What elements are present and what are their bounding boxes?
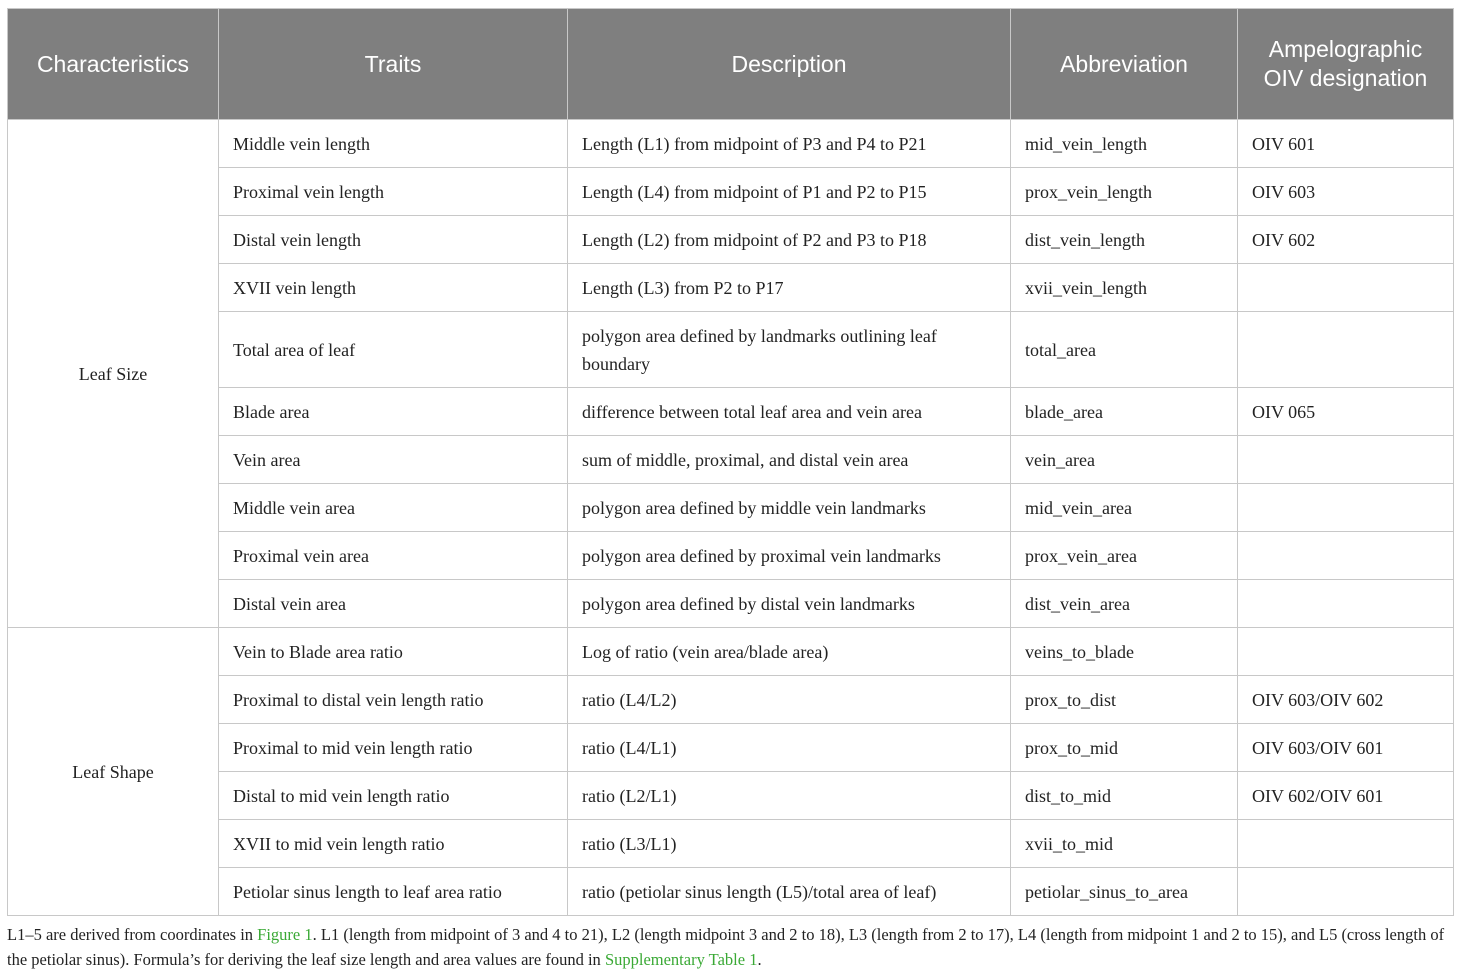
abbreviation-cell: prox_to_mid	[1011, 724, 1238, 772]
trait-cell: Middle vein length	[219, 120, 568, 168]
group-leaf-size: Leaf Size	[8, 120, 219, 628]
oiv-cell: OIV 065	[1238, 388, 1454, 436]
trait-cell: Proximal to mid vein length ratio	[219, 724, 568, 772]
abbreviation-cell: veins_to_blade	[1011, 628, 1238, 676]
description-cell: polygon area defined by landmarks outlining leaf boundary	[568, 312, 1011, 388]
abbreviation-cell: blade_area	[1011, 388, 1238, 436]
oiv-cell	[1238, 312, 1454, 388]
trait-cell: Distal vein length	[219, 216, 568, 264]
trait-cell: Proximal vein length	[219, 168, 568, 216]
description-cell: Length (L3) from P2 to P17	[568, 264, 1011, 312]
table-row	[8, 120, 1454, 168]
trait-cell: Total area of leaf	[219, 312, 568, 388]
description-cell: difference between total leaf area and vein area	[568, 388, 1011, 436]
description-cell: polygon area defined by middle vein landmarks	[568, 484, 1011, 532]
table-row	[8, 168, 1454, 216]
table-row	[8, 216, 1454, 264]
supplementary-table-link[interactable]: Supplementary Table 1	[604, 950, 758, 969]
description-cell: ratio (petiolar sinus length (L5)/total area of leaf)	[568, 868, 1011, 916]
abbreviation-cell: prox_to_dist	[1011, 676, 1238, 724]
table-row	[8, 532, 1454, 580]
table-row	[8, 264, 1454, 312]
table-row	[8, 676, 1454, 724]
description-cell: ratio (L4/L1)	[568, 724, 1011, 772]
abbreviation-cell: dist_vein_area	[1011, 580, 1238, 628]
description-cell: sum of middle, proximal, and distal vein area	[568, 436, 1011, 484]
trait-cell: Proximal vein area	[219, 532, 568, 580]
table-row	[8, 312, 1454, 388]
abbreviation-cell: prox_vein_length	[1011, 168, 1238, 216]
table-footnote	[7, 922, 1457, 972]
description-cell: polygon area defined by distal vein landmarks	[568, 580, 1011, 628]
oiv-cell	[1238, 532, 1454, 580]
table-row	[8, 484, 1454, 532]
table-row	[8, 580, 1454, 628]
traits-table	[7, 8, 1454, 916]
oiv-cell: OIV 603/OIV 601	[1238, 724, 1454, 772]
table-row	[8, 772, 1454, 820]
description-cell: Length (L2) from midpoint of P2 and P3 to P18	[568, 216, 1011, 264]
header-characteristics: Characteristics	[8, 9, 219, 120]
figure-1-link[interactable]: Figure 1	[257, 925, 313, 944]
abbreviation-cell: total_area	[1011, 312, 1238, 388]
header-traits: Traits	[219, 9, 568, 120]
header-oiv: Ampelographic OIV designation	[1238, 9, 1454, 120]
footnote-text: L1–5 are derived from coordinates in	[7, 925, 258, 944]
oiv-cell: OIV 603/OIV 602	[1238, 676, 1454, 724]
description-cell: Log of ratio (vein area/blade area)	[568, 628, 1011, 676]
description-cell: ratio (L4/L2)	[568, 676, 1011, 724]
table-row	[8, 820, 1454, 868]
description-cell: ratio (L3/L1)	[568, 820, 1011, 868]
table-row	[8, 724, 1454, 772]
abbreviation-cell: mid_vein_length	[1011, 120, 1238, 168]
abbreviation-cell: mid_vein_area	[1011, 484, 1238, 532]
table-row	[8, 628, 1454, 676]
oiv-cell: OIV 603	[1238, 168, 1454, 216]
trait-cell: XVII to mid vein length ratio	[219, 820, 568, 868]
description-cell: Length (L4) from midpoint of P1 and P2 to P15	[568, 168, 1011, 216]
header-row	[8, 9, 1454, 120]
trait-cell: Middle vein area	[219, 484, 568, 532]
group-leaf-shape: Leaf Shape	[8, 628, 219, 916]
oiv-cell	[1238, 820, 1454, 868]
oiv-cell: OIV 601	[1238, 120, 1454, 168]
abbreviation-cell: prox_vein_area	[1011, 532, 1238, 580]
trait-cell: Distal to mid vein length ratio	[219, 772, 568, 820]
abbreviation-cell: dist_to_mid	[1011, 772, 1238, 820]
oiv-cell	[1238, 436, 1454, 484]
trait-cell: XVII vein length	[219, 264, 568, 312]
abbreviation-cell: xvii_to_mid	[1011, 820, 1238, 868]
trait-cell: Blade area	[219, 388, 568, 436]
trait-cell: Vein to Blade area ratio	[219, 628, 568, 676]
abbreviation-cell: xvii_vein_length	[1011, 264, 1238, 312]
abbreviation-cell: vein_area	[1011, 436, 1238, 484]
trait-cell: Vein area	[219, 436, 568, 484]
trait-cell: Proximal to distal vein length ratio	[219, 676, 568, 724]
header-description: Description	[568, 9, 1011, 120]
oiv-cell: OIV 602	[1238, 216, 1454, 264]
trait-cell: Petiolar sinus length to leaf area ratio	[219, 868, 568, 916]
oiv-cell	[1238, 580, 1454, 628]
header-abbreviation: Abbreviation	[1011, 9, 1238, 120]
table-row	[8, 388, 1454, 436]
oiv-cell	[1238, 264, 1454, 312]
trait-cell: Distal vein area	[219, 580, 568, 628]
table-row	[8, 868, 1454, 916]
abbreviation-cell: petiolar_sinus_to_area	[1011, 868, 1238, 916]
oiv-cell	[1238, 628, 1454, 676]
footnote-text: . L1 (length from midpoint of 3 and 4 to 21), L2 (length midpoint 3 and 2 to 18), L3 (length from 2 to 17), L4 (length from midpoint 1 and 2 to 15), and L5 (cross length of the petiolar sinus). Formula’s for deriving the leaf size length and area values are found in	[7, 925, 1445, 969]
table-row	[8, 436, 1454, 484]
footnote-text: .	[757, 950, 762, 969]
oiv-cell	[1238, 868, 1454, 916]
oiv-cell	[1238, 484, 1454, 532]
description-cell: Length (L1) from midpoint of P3 and P4 to P21	[568, 120, 1011, 168]
abbreviation-cell: dist_vein_length	[1011, 216, 1238, 264]
description-cell: ratio (L2/L1)	[568, 772, 1011, 820]
description-cell: polygon area defined by proximal vein landmarks	[568, 532, 1011, 580]
oiv-cell: OIV 602/OIV 601	[1238, 772, 1454, 820]
